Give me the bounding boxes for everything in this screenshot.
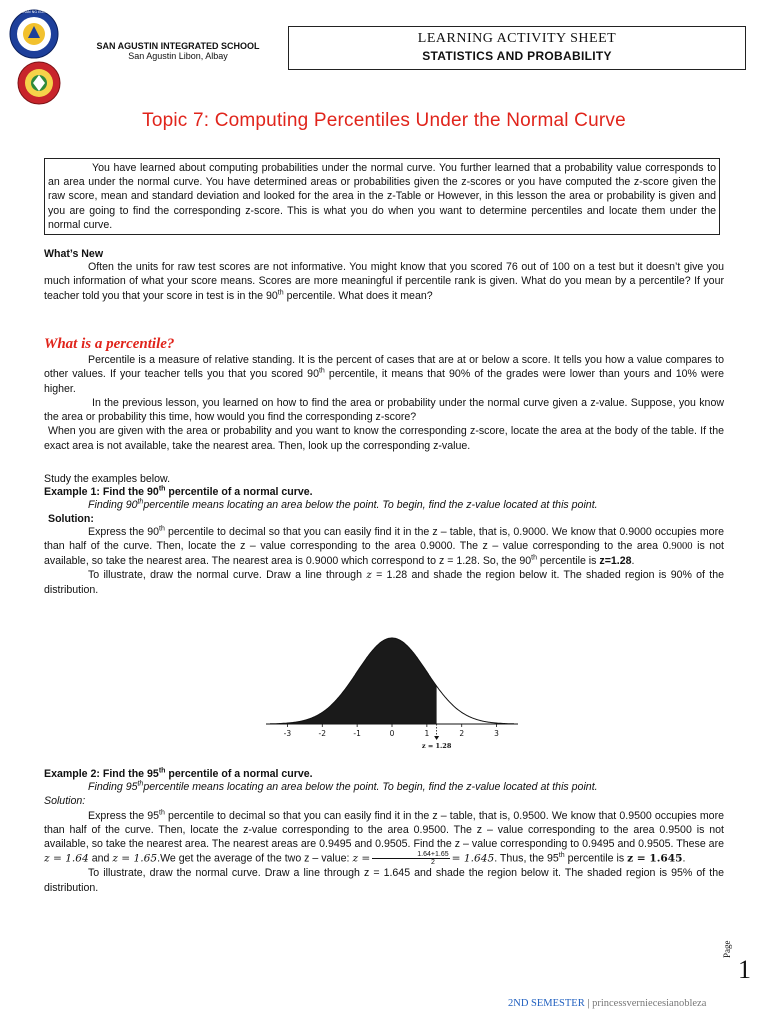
topic-title: Topic 7: Computing Percentiles Under the Normal Curve <box>142 110 626 131</box>
marker-arrow <box>434 736 439 740</box>
superscript: th <box>137 780 144 788</box>
school-logos <box>8 8 66 108</box>
example-1-solution-label: Solution: <box>48 512 94 525</box>
x-tick-label: 1 <box>424 729 430 738</box>
example-1-heading <box>44 486 724 498</box>
example-1-solution <box>44 525 724 569</box>
whats-new-text: Often the units for raw test scores are not informative. You might know that you scored 76 out of 100 on a test but it doesn’t give you much information of what your score means. Scores are more meaningful if percentile rank is given. What do you mean by a percentile? If your teacher told you that your score in test is in the 90 <box>44 261 724 302</box>
text: percentile of a normal curve. <box>165 486 313 499</box>
whats-new-section <box>44 248 724 303</box>
school-address: San Agustin Libon, Albay <box>128 51 228 61</box>
math-expression: z = <box>352 852 371 865</box>
text: Express the 90 <box>88 525 160 538</box>
text: Percentile is a measure of relative standing. It is the percent of cases that are at or below a score. It tells you how a value compares to other values. If your teacher tells you that you scored 90 <box>44 354 724 381</box>
examples-intro: Study the examples below. <box>44 473 171 485</box>
text: is not available, so take the nearest area. The nearest area is 0.9000 which correspond to z = 1.28. So, the 90 <box>44 539 724 568</box>
seal-text: KAGAWARAN NG EDUKASYON <box>8 10 60 14</box>
superscript: th <box>558 852 565 860</box>
fraction <box>372 851 449 866</box>
percentile-paragraph-1 <box>44 353 724 396</box>
normal-curve-chart <box>264 632 520 756</box>
school-info <box>78 41 278 61</box>
answer-bold: z = 1.645 <box>627 852 683 865</box>
text: . Thus, the 95 <box>494 852 559 865</box>
text: . <box>631 555 635 568</box>
superscript: th <box>158 485 166 493</box>
subject-title: STATISTICS AND PROBABILITY <box>422 49 612 63</box>
math-expression: = 1.645 <box>451 852 495 865</box>
x-tick-label: 0 <box>389 729 395 738</box>
math-expression: z = 1.65 <box>112 852 158 865</box>
school-seal-icon <box>16 60 62 106</box>
chart-layer <box>266 638 518 750</box>
footer-separator: | <box>584 998 593 1009</box>
text: Example 2: Find the 95 <box>44 768 159 780</box>
text: percentile means locating an area below the point. To begin, find the z-value located at this point. <box>143 499 598 512</box>
superscript: th <box>531 554 537 562</box>
text: percentile is <box>564 852 628 865</box>
superscript: th <box>277 289 284 297</box>
x-tick-label: 2 <box>459 729 465 738</box>
example-1-section <box>44 472 724 597</box>
superscript: th <box>158 767 166 775</box>
page-label: Page <box>722 940 732 958</box>
whats-new-paragraph <box>44 260 724 303</box>
school-name: SAN AGUSTIN INTEGRATED SCHOOL <box>96 41 260 51</box>
marker-label: z = 1.28 <box>421 742 452 750</box>
semester-label: 2ND SEMESTER <box>508 998 585 1009</box>
text: Finding 95 <box>88 781 138 793</box>
author-name: princessverniecesianobleza <box>592 998 707 1009</box>
whats-new-heading: What’s New <box>44 248 104 260</box>
page-number: 1 <box>738 955 751 984</box>
superscript: th <box>159 809 165 817</box>
x-tick-label: -2 <box>318 729 327 738</box>
x-tick-label: -3 <box>283 729 292 738</box>
superscript: th <box>159 525 165 533</box>
text: percentile, it means that 90% of the grades were lower than yours and 10% were higher. <box>44 368 724 395</box>
percentile-section <box>44 336 724 453</box>
text: Finding 90 <box>88 499 138 512</box>
example-1-finding <box>44 498 724 512</box>
example-2-illustrate: To illustrate, draw the normal curve. Draw a line through z = 1.645 and shade the region below it. The shaded region is 95% of the distribution. <box>44 867 724 894</box>
fraction-numerator: 1.64+1.65 <box>372 851 449 859</box>
text: percentile is <box>536 555 600 568</box>
superscript: th <box>318 367 325 375</box>
text: .We get the average of the two z – value: <box>157 852 353 865</box>
text: Example 1: Find the 90 <box>44 486 159 499</box>
example-2-section <box>44 768 724 895</box>
example-2-solution <box>44 809 724 867</box>
text: and <box>88 852 113 865</box>
example-2-solution-label: Solution: <box>44 795 86 808</box>
intro-box: You have learned about computing probabilities under the normal curve. You further learned that a probability value corresponds to an area under the normal curve. You have determined areas or probabilities given the z-scores or you have computed the z-score given the raw score, mean and standard deviation and looked for the area in the z-Table or However, in this lesson the area or probability is given and you are going to find the corresponding z-score. This is what you do when you want to determine percentiles and locate them under the normal curve. <box>44 158 720 235</box>
fraction-denominator: 2 <box>431 859 435 867</box>
text: . <box>682 852 686 865</box>
percentile-paragraph-3: When you are given with the area or probability and you want to know the corresponding z-score, locate the area at the body of the table. If the exact area is not available, take the nearest area. Then, look up the corresponding z-value. <box>44 425 724 452</box>
sheet-title: LEARNING ACTIVITY SHEET <box>417 31 617 46</box>
x-tick-label: -1 <box>353 729 361 738</box>
answer-bold: z=1.28 <box>599 555 632 568</box>
x-tick-label: 3 <box>494 729 499 738</box>
footer <box>508 998 706 1009</box>
sheet-title-box <box>288 26 746 70</box>
text: percentile of a normal curve. <box>165 768 313 780</box>
example-2-finding <box>44 780 724 794</box>
text: percentile to decimal so that you can easily find it in the z – table, that is, 0.9500. We know that 0.9500 occupies more than half of the curve. Then, locate the z-value corresponding to the area 0.9500. The z – value corresponding to the area 0.9500 is not available, so take the nearest area. The nearest areas are 0.9495 and 0.9505. Find the z – value corresponding to 0.9495 and 0.9505. These are <box>44 809 724 851</box>
whats-new-text-end: percentile. What does it mean? <box>283 289 433 302</box>
text: To illustrate, draw the normal curve. Draw a line through <box>88 569 367 582</box>
example-1-illustrate <box>44 568 724 597</box>
math-z: z <box>366 569 372 582</box>
text: percentile means locating an area below the point. To begin, find the z-value located at this point. <box>143 781 598 793</box>
text: = 1.28 and shade the region below it. The shaded region is 90% of the distribution. <box>44 569 724 596</box>
text: percentile to decimal so that you can easily find it in the z – table, that is, 0.9000. We know that 0.9000 occupies more than half of the curve. Then, locate the z – value corresponding to the area 0.9000. The z – value corresponding to the area 0. <box>44 525 724 552</box>
example-2-heading <box>44 768 724 780</box>
math-expression: z = 1.64 <box>44 852 89 865</box>
text: Express the 95 <box>88 809 160 822</box>
percentile-paragraph-2: In the previous lesson, you learned on how to find the area or probability under the normal curve given a z-value. Suppose, you know the area or probability this time, how would you find the corresponding z-score? <box>44 396 724 424</box>
text: 9000 <box>671 540 693 552</box>
superscript: th <box>137 498 144 506</box>
percentile-heading: What is a percentile? <box>44 336 175 352</box>
